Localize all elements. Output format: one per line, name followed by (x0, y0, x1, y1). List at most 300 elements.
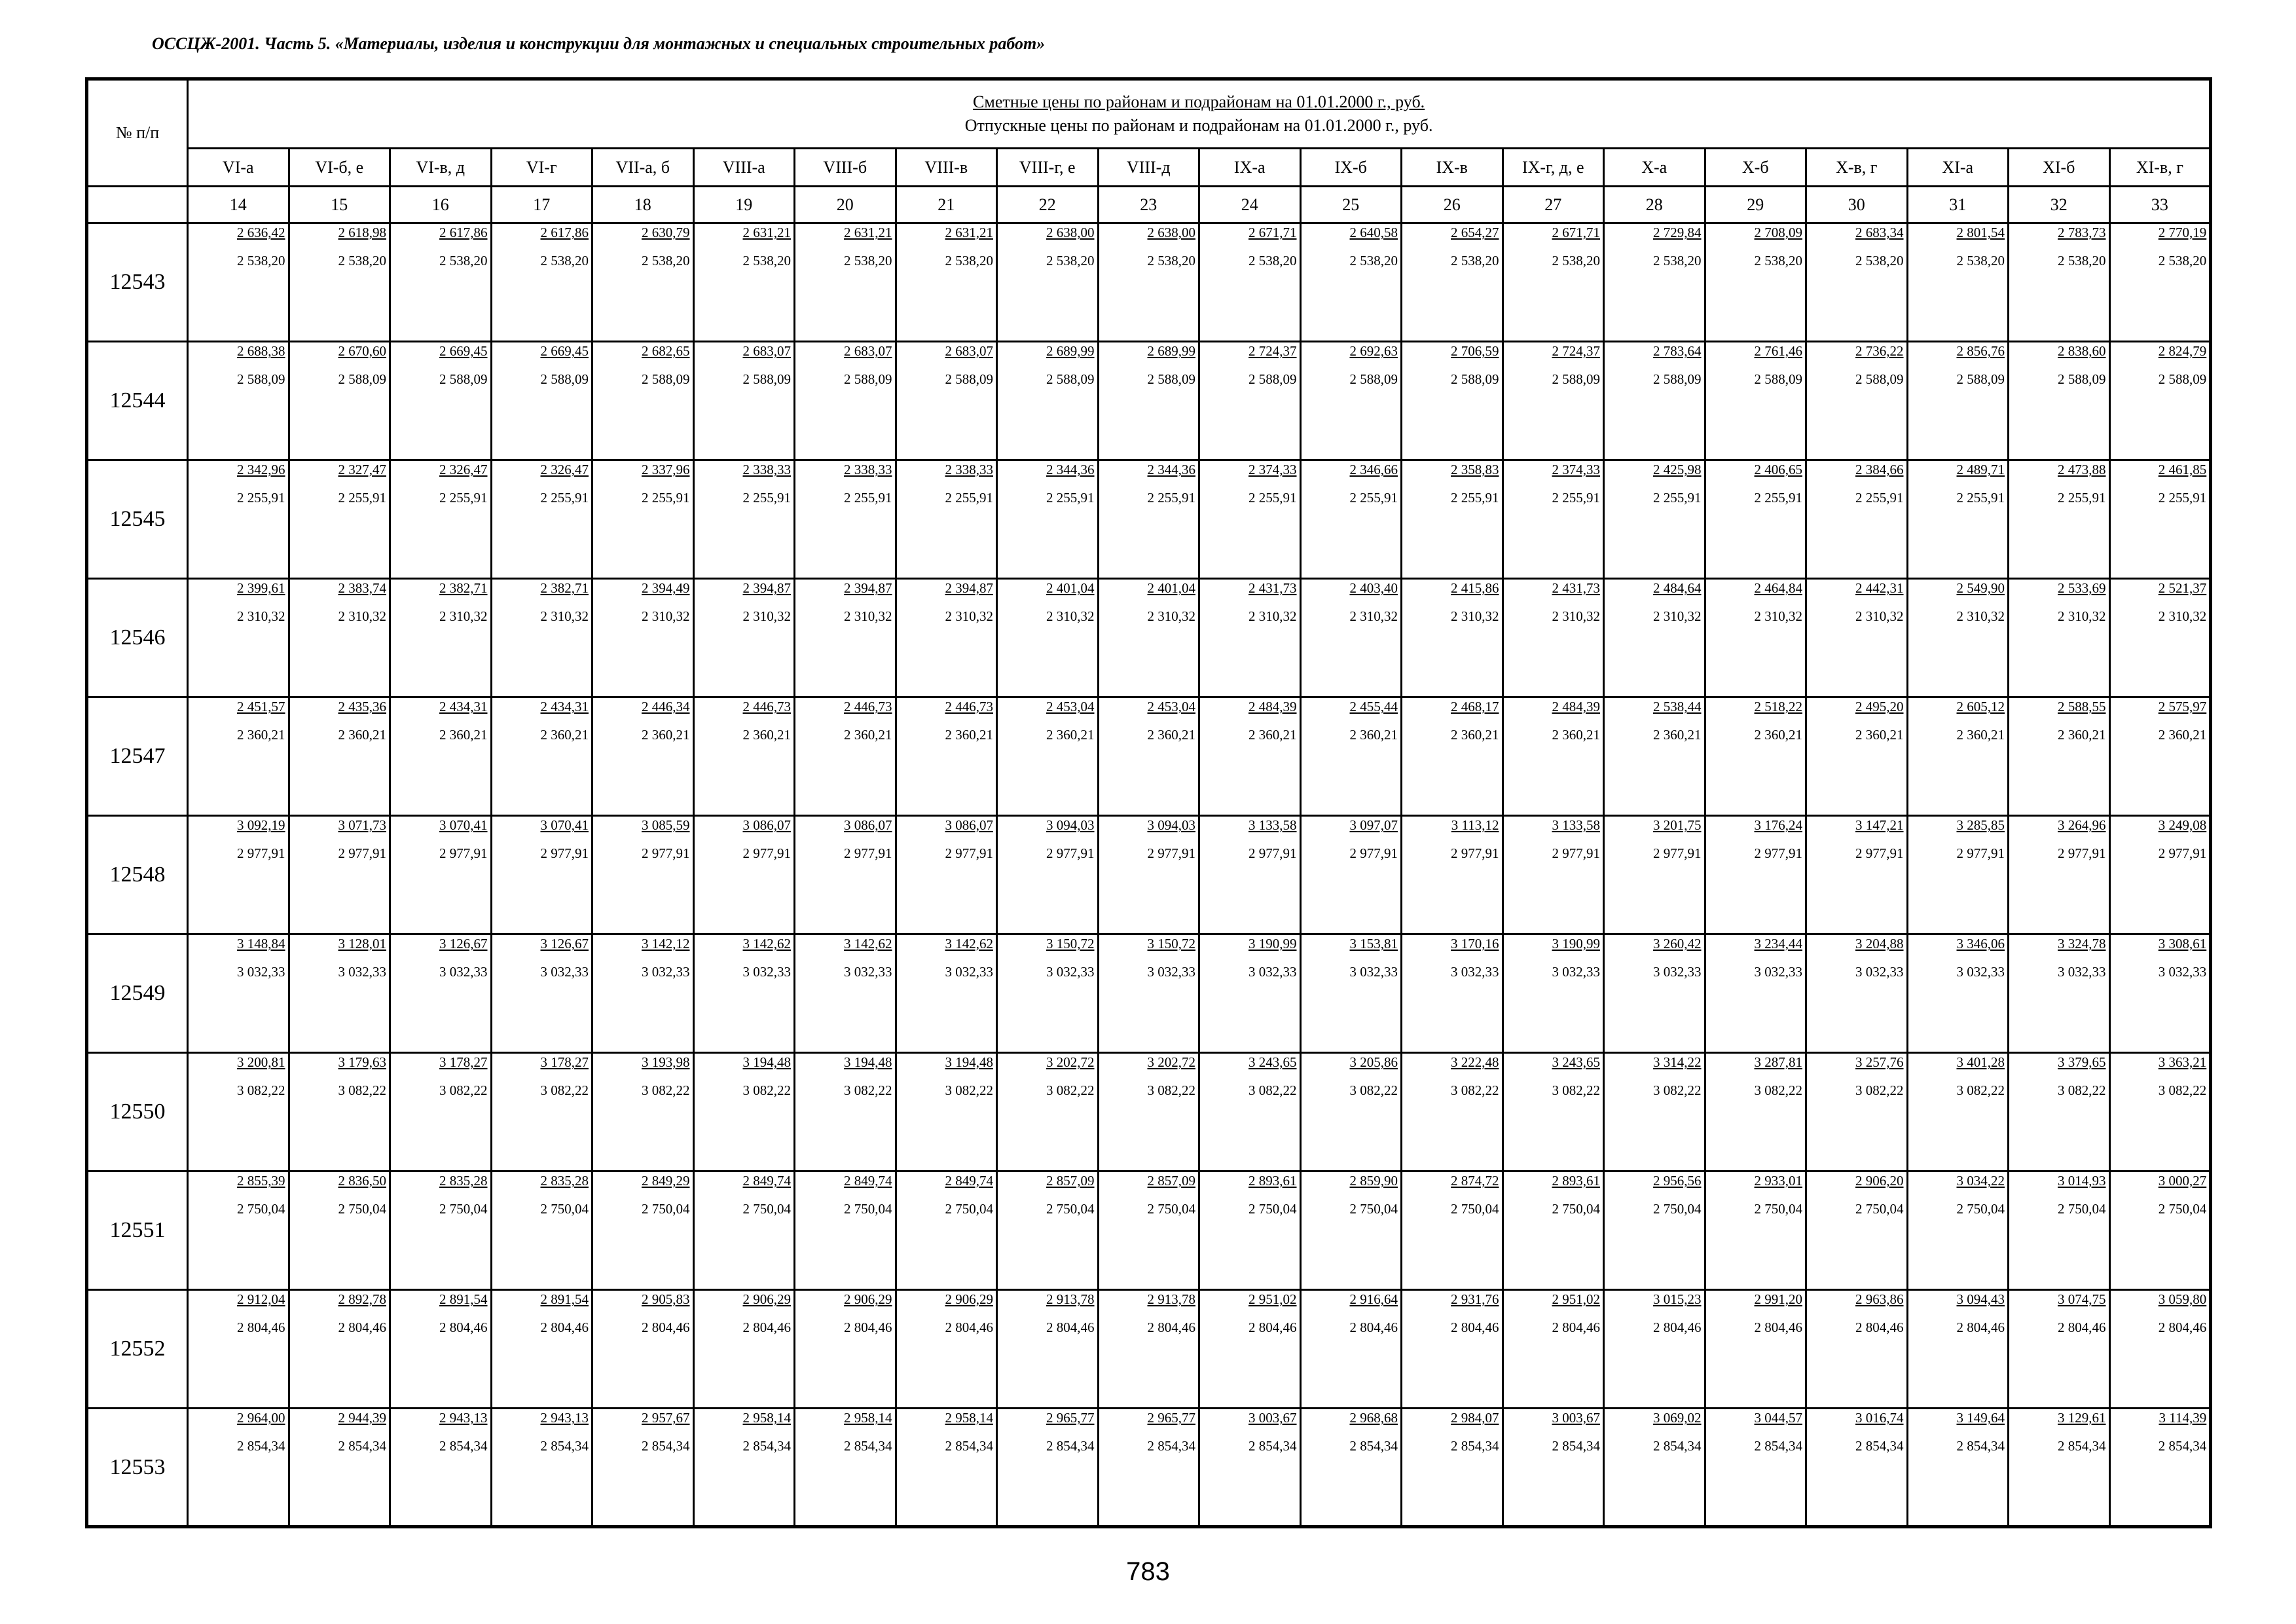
release-price: 2 255,91 (844, 490, 892, 506)
price-cell (1604, 697, 1705, 816)
estimated-price: 2 906,29 (945, 1291, 993, 1307)
estimated-price: 2 394,87 (945, 580, 993, 596)
release-price: 2 255,91 (1248, 490, 1297, 506)
estimated-price: 3 260,42 (1653, 936, 1702, 951)
price-cell (997, 223, 1099, 342)
release-price: 2 538,20 (1451, 253, 1499, 268)
price-cell (1907, 816, 2009, 934)
price-cell (1907, 460, 2009, 579)
price-cell (2109, 697, 2211, 816)
release-price: 2 804,46 (1855, 1320, 1904, 1335)
release-price: 2 310,32 (1956, 608, 2005, 624)
estimated-price: 2 338,33 (945, 462, 993, 477)
price-cell (693, 1290, 795, 1409)
release-price: 2 854,34 (1552, 1438, 1600, 1454)
price-cell (1705, 1409, 1806, 1527)
district-header: IX-а (1199, 149, 1301, 187)
price-cell (2109, 1172, 2211, 1290)
release-price: 2 360,21 (237, 727, 285, 743)
release-price: 2 977,91 (1046, 845, 1095, 861)
estimated-price: 2 963,86 (1855, 1291, 1904, 1307)
release-price: 2 854,34 (439, 1438, 488, 1454)
estimated-price: 2 484,64 (1653, 580, 1702, 596)
estimated-price: 2 931,76 (1451, 1291, 1499, 1307)
estimated-price: 3 003,67 (1248, 1410, 1297, 1426)
price-cell (1402, 934, 1503, 1053)
price-cell (1199, 579, 1301, 697)
estimated-price: 2 638,00 (1147, 225, 1195, 240)
estimated-price: 3 287,81 (1754, 1054, 1802, 1070)
release-price: 3 082,22 (742, 1082, 791, 1098)
release-price: 2 750,04 (742, 1201, 791, 1217)
release-price: 2 804,46 (540, 1320, 589, 1335)
price-cell (491, 460, 592, 579)
release-price: 2 750,04 (1552, 1201, 1600, 1217)
estimated-price: 2 688,38 (237, 343, 285, 359)
price-cell (2009, 223, 2110, 342)
table-row (87, 934, 2211, 1053)
district-header: XI-а (1907, 149, 2009, 187)
release-price: 3 032,33 (1754, 964, 1802, 980)
estimated-price: 2 683,07 (945, 343, 993, 359)
release-price: 3 082,22 (1451, 1082, 1499, 1098)
estimated-price: 3 034,22 (1956, 1173, 2005, 1189)
release-price: 3 082,22 (1248, 1082, 1297, 1098)
release-price: 2 804,46 (1248, 1320, 1297, 1335)
item-code: 12551 (87, 1172, 188, 1290)
estimated-price: 2 338,33 (844, 462, 892, 477)
price-cell (592, 579, 694, 697)
estimated-price: 3 201,75 (1653, 817, 1702, 833)
release-price: 2 310,32 (1248, 608, 1297, 624)
release-price: 2 588,09 (2058, 371, 2106, 387)
price-cell (997, 1409, 1099, 1527)
price-cell (2009, 342, 2110, 460)
estimated-price: 2 984,07 (1451, 1410, 1499, 1426)
estimated-price: 3 142,62 (945, 936, 993, 951)
estimated-price: 2 965,77 (1147, 1410, 1195, 1426)
price-cell (491, 1409, 592, 1527)
estimated-price: 3 190,99 (1552, 936, 1600, 951)
price-cell (592, 1053, 694, 1172)
release-price: 2 360,21 (1451, 727, 1499, 743)
price-cell (390, 579, 492, 697)
price-cell (1907, 1172, 2009, 1290)
estimated-price: 2 617,86 (540, 225, 589, 240)
item-code: 12549 (87, 934, 188, 1053)
release-price: 2 255,91 (1855, 490, 1904, 506)
estimated-price: 2 630,79 (642, 225, 690, 240)
release-price: 2 255,91 (237, 490, 285, 506)
release-price: 2 854,34 (2058, 1438, 2106, 1454)
price-cell (1705, 816, 1806, 934)
estimated-price: 3 000,27 (2158, 1173, 2207, 1189)
price-cell (1907, 1053, 2009, 1172)
release-price: 2 538,20 (2058, 253, 2106, 268)
price-cell (1604, 1409, 1705, 1527)
price-cell (491, 934, 592, 1053)
release-price: 2 255,91 (1451, 490, 1499, 506)
release-price: 2 854,34 (237, 1438, 285, 1454)
release-price: 3 032,33 (1451, 964, 1499, 980)
estimated-price: 2 736,22 (1855, 343, 1904, 359)
estimated-price: 3 249,08 (2158, 817, 2207, 833)
estimated-price: 3 147,21 (1855, 817, 1904, 833)
release-price: 2 750,04 (1046, 1201, 1095, 1217)
price-cell (1402, 1172, 1503, 1290)
price-cell (2109, 579, 2211, 697)
estimated-price: 2 358,83 (1451, 462, 1499, 477)
release-price: 2 360,21 (1147, 727, 1195, 743)
price-cell (997, 579, 1099, 697)
estimated-price: 2 588,55 (2058, 699, 2106, 714)
price-cell (2109, 223, 2211, 342)
price-cell (896, 816, 997, 934)
estimated-price: 2 893,61 (1552, 1173, 1600, 1189)
release-price: 2 588,09 (844, 371, 892, 387)
estimated-price: 2 636,42 (237, 225, 285, 240)
price-cell (997, 1172, 1099, 1290)
release-price: 3 032,33 (237, 964, 285, 980)
estimated-price: 2 683,34 (1855, 225, 1904, 240)
release-price: 3 082,22 (1349, 1082, 1398, 1098)
release-price: 2 360,21 (1956, 727, 2005, 743)
price-cell (1604, 1290, 1705, 1409)
estimated-price: 2 859,90 (1349, 1173, 1398, 1189)
release-price: 2 310,32 (540, 608, 589, 624)
estimated-price: 2 692,63 (1349, 343, 1398, 359)
price-cell (795, 579, 896, 697)
estimated-price: 2 442,31 (1855, 580, 1904, 596)
estimated-price: 2 855,39 (237, 1173, 285, 1189)
price-cell (1300, 1290, 1402, 1409)
estimated-price: 3 179,63 (338, 1054, 386, 1070)
price-cell (592, 697, 694, 816)
price-cell (896, 579, 997, 697)
price-cell (390, 816, 492, 934)
release-price: 2 588,09 (540, 371, 589, 387)
district-header-row (87, 149, 2211, 187)
estimated-price: 3 133,58 (1248, 817, 1297, 833)
price-cell (896, 460, 997, 579)
release-price: 2 538,20 (338, 253, 386, 268)
price-cell (795, 1409, 896, 1527)
price-cell (1806, 223, 1908, 342)
release-price: 2 977,91 (1248, 845, 1297, 861)
price-cell (1503, 342, 1604, 460)
district-header: X-а (1604, 149, 1705, 187)
release-price: 3 032,33 (1956, 964, 2005, 980)
release-price: 3 082,22 (1046, 1082, 1095, 1098)
estimated-price: 3 086,07 (844, 817, 892, 833)
release-price: 2 804,46 (742, 1320, 791, 1335)
column-number: 28 (1604, 187, 1705, 223)
estimated-price: 3 142,12 (642, 936, 690, 951)
release-price: 2 360,21 (1046, 727, 1095, 743)
release-price: 3 032,33 (1653, 964, 1702, 980)
release-price: 3 032,33 (1855, 964, 1904, 980)
price-cell (289, 1290, 390, 1409)
release-price: 2 977,91 (1349, 845, 1398, 861)
estimated-price: 3 070,41 (439, 817, 488, 833)
estimated-price: 2 968,68 (1349, 1410, 1398, 1426)
estimated-price: 3 190,99 (1248, 936, 1297, 951)
release-price: 2 255,91 (742, 490, 791, 506)
price-cell (795, 460, 896, 579)
price-cell (1098, 697, 1199, 816)
estimated-price: 3 129,61 (2058, 1410, 2106, 1426)
estimated-price: 2 468,17 (1451, 699, 1499, 714)
release-price: 2 255,91 (439, 490, 488, 506)
running-header: ОССЦЖ-2001. Часть 5. «Материалы, изделия и конструкции для монтажных и специальных строительных работ» (152, 34, 1046, 53)
estimated-price: 3 264,96 (2058, 817, 2106, 833)
price-cell (1907, 697, 2009, 816)
estimated-price: 3 194,48 (945, 1054, 993, 1070)
table-row (87, 1290, 2211, 1409)
price-cell (1098, 934, 1199, 1053)
price-cell (289, 223, 390, 342)
price-cell (592, 460, 694, 579)
release-price: 2 804,46 (1451, 1320, 1499, 1335)
release-price: 2 538,20 (2158, 253, 2207, 268)
price-cell (1503, 816, 1604, 934)
item-code: 12548 (87, 816, 188, 934)
estimated-price: 2 431,73 (1552, 580, 1600, 596)
price-cell (390, 697, 492, 816)
price-cell (1806, 934, 1908, 1053)
release-price: 2 977,91 (1754, 845, 1802, 861)
estimated-price: 3 113,12 (1451, 817, 1499, 833)
release-price: 2 310,32 (1451, 608, 1499, 624)
price-cell (795, 1172, 896, 1290)
price-cell (1098, 816, 1199, 934)
estimated-price: 2 956,56 (1653, 1173, 1702, 1189)
release-price: 3 082,22 (338, 1082, 386, 1098)
release-price: 2 310,32 (237, 608, 285, 624)
release-price: 2 804,46 (1754, 1320, 1802, 1335)
price-cell (1806, 697, 1908, 816)
column-number: 18 (592, 187, 694, 223)
column-number: 16 (390, 187, 492, 223)
price-cell (188, 697, 289, 816)
estimated-price-title: Сметные цены по районам и подрайонам на 01.01.2000 г., руб. (973, 92, 1425, 111)
estimated-price: 2 944,39 (338, 1410, 386, 1426)
price-cell (1199, 1409, 1301, 1527)
estimated-price: 2 857,09 (1147, 1173, 1195, 1189)
price-cell (2009, 697, 2110, 816)
price-cell (390, 342, 492, 460)
release-price: 2 804,46 (1956, 1320, 2005, 1335)
estimated-price: 2 689,99 (1046, 343, 1095, 359)
release-price: 2 310,32 (642, 608, 690, 624)
price-cell (1806, 1053, 1908, 1172)
district-header: IX-в (1402, 149, 1503, 187)
price-cell (1503, 1290, 1604, 1409)
release-price: 2 804,46 (642, 1320, 690, 1335)
table-row (87, 1172, 2211, 1290)
release-price: 3 032,33 (1349, 964, 1398, 980)
column-number: 14 (188, 187, 289, 223)
estimated-price: 2 838,60 (2058, 343, 2106, 359)
release-price: 2 977,91 (945, 845, 993, 861)
price-cell (997, 1290, 1099, 1409)
estimated-price: 2 344,36 (1046, 462, 1095, 477)
estimated-price: 3 086,07 (742, 817, 791, 833)
release-price: 2 588,09 (439, 371, 488, 387)
estimated-price: 2 618,98 (338, 225, 386, 240)
release-price: 2 588,09 (1248, 371, 1297, 387)
price-cell (693, 460, 795, 579)
price-title-cell (188, 79, 2211, 149)
estimated-price: 3 176,24 (1754, 817, 1802, 833)
estimated-price: 3 044,57 (1754, 1410, 1802, 1426)
release-price: 2 977,91 (1956, 845, 2005, 861)
estimated-price: 2 631,21 (844, 225, 892, 240)
estimated-price: 2 933,01 (1754, 1173, 1802, 1189)
release-price: 3 032,33 (1147, 964, 1195, 980)
release-price: 2 854,34 (742, 1438, 791, 1454)
release-price: 2 538,20 (540, 253, 589, 268)
price-cell (1098, 1053, 1199, 1172)
estimated-price: 2 383,74 (338, 580, 386, 596)
release-price: 2 588,09 (1349, 371, 1398, 387)
release-price: 2 804,46 (1147, 1320, 1195, 1335)
price-cell (1604, 816, 1705, 934)
estimated-price: 2 943,13 (439, 1410, 488, 1426)
table-row (87, 223, 2211, 342)
price-cell (390, 1053, 492, 1172)
estimated-price: 3 204,88 (1855, 936, 1904, 951)
price-cell (2009, 816, 2110, 934)
column-number: 27 (1503, 187, 1604, 223)
price-cell (693, 342, 795, 460)
release-price: 2 538,20 (945, 253, 993, 268)
column-number: 29 (1705, 187, 1806, 223)
row-number-header: № п/п (87, 79, 188, 187)
release-price: 2 360,21 (1552, 727, 1600, 743)
release-price: 2 360,21 (1653, 727, 1702, 743)
release-price: 3 032,33 (439, 964, 488, 980)
column-number: 22 (997, 187, 1099, 223)
release-price: 2 750,04 (844, 1201, 892, 1217)
estimated-price: 2 892,78 (338, 1291, 386, 1307)
release-price: 3 032,33 (945, 964, 993, 980)
estimated-price: 2 683,07 (742, 343, 791, 359)
release-price: 2 310,32 (844, 608, 892, 624)
column-number: 30 (1806, 187, 1908, 223)
estimated-price: 2 913,78 (1147, 1291, 1195, 1307)
item-code: 12550 (87, 1053, 188, 1172)
estimated-price: 2 654,27 (1451, 225, 1499, 240)
estimated-price: 3 128,01 (338, 936, 386, 951)
price-cell (1705, 342, 1806, 460)
price-cell (1199, 342, 1301, 460)
release-price: 2 255,91 (2158, 490, 2207, 506)
release-price: 2 538,20 (1754, 253, 1802, 268)
estimated-price: 2 761,46 (1754, 343, 1802, 359)
release-price: 2 360,21 (1855, 727, 1904, 743)
price-cell (188, 1409, 289, 1527)
release-price: 2 538,20 (1046, 253, 1095, 268)
release-price: 2 804,46 (1653, 1320, 1702, 1335)
release-price: 2 538,20 (844, 253, 892, 268)
estimated-price: 3 308,61 (2158, 936, 2207, 951)
estimated-price: 2 951,02 (1552, 1291, 1600, 1307)
estimated-price: 2 943,13 (540, 1410, 589, 1426)
district-header: VIII-д (1098, 149, 1199, 187)
table-row (87, 579, 2211, 697)
price-cell (1402, 697, 1503, 816)
release-price: 2 854,34 (1046, 1438, 1095, 1454)
estimated-price: 3 222,48 (1451, 1054, 1499, 1070)
release-price: 2 255,91 (642, 490, 690, 506)
estimated-price: 3 094,03 (1046, 817, 1095, 833)
estimated-price: 2 783,64 (1653, 343, 1702, 359)
release-price: 3 082,22 (642, 1082, 690, 1098)
release-price: 2 750,04 (945, 1201, 993, 1217)
price-cell (795, 816, 896, 934)
item-code: 12543 (87, 223, 188, 342)
price-cell (1402, 1290, 1503, 1409)
estimated-price: 2 374,33 (1552, 462, 1600, 477)
estimated-price: 2 724,37 (1552, 343, 1600, 359)
estimated-price: 2 891,54 (540, 1291, 589, 1307)
price-cell (1705, 697, 1806, 816)
price-cell (188, 223, 289, 342)
estimated-price: 2 406,65 (1754, 462, 1802, 477)
estimated-price: 2 874,72 (1451, 1173, 1499, 1189)
price-cell (2109, 1290, 2211, 1409)
estimated-price: 2 958,14 (945, 1410, 993, 1426)
release-price: 2 255,91 (1349, 490, 1398, 506)
release-price: 2 750,04 (2158, 1201, 2207, 1217)
table-row (87, 342, 2211, 460)
estimated-price: 2 453,04 (1046, 699, 1095, 714)
price-cell (390, 1290, 492, 1409)
estimated-price: 2 399,61 (237, 580, 285, 596)
item-code: 12545 (87, 460, 188, 579)
estimated-price: 3 202,72 (1147, 1054, 1195, 1070)
estimated-price: 2 913,78 (1046, 1291, 1095, 1307)
column-number: 33 (2109, 187, 2211, 223)
price-cell (1503, 223, 1604, 342)
price-cell (693, 697, 795, 816)
release-price: 2 360,21 (1754, 727, 1802, 743)
price-cell (896, 342, 997, 460)
release-price: 2 538,20 (1956, 253, 2005, 268)
release-price: 2 310,32 (742, 608, 791, 624)
price-cell (693, 223, 795, 342)
district-header: VIII-б (795, 149, 896, 187)
release-price: 2 977,91 (844, 845, 892, 861)
release-price: 2 255,91 (1046, 490, 1095, 506)
district-header: VIII-а (693, 149, 795, 187)
price-cell (1300, 342, 1402, 460)
estimated-price: 3 094,43 (1956, 1291, 2005, 1307)
release-price: 2 360,21 (844, 727, 892, 743)
release-price: 2 977,91 (1147, 845, 1195, 861)
column-number: 21 (896, 187, 997, 223)
estimated-price: 2 495,20 (1855, 699, 1904, 714)
estimated-price: 3 234,44 (1754, 936, 1802, 951)
estimated-price: 3 097,07 (1349, 817, 1398, 833)
price-cell (2109, 342, 2211, 460)
price-cell (592, 1290, 694, 1409)
estimated-price: 3 150,72 (1046, 936, 1095, 951)
estimated-price: 2 342,96 (237, 462, 285, 477)
estimated-price: 2 518,22 (1754, 699, 1802, 714)
price-cell (1402, 223, 1503, 342)
